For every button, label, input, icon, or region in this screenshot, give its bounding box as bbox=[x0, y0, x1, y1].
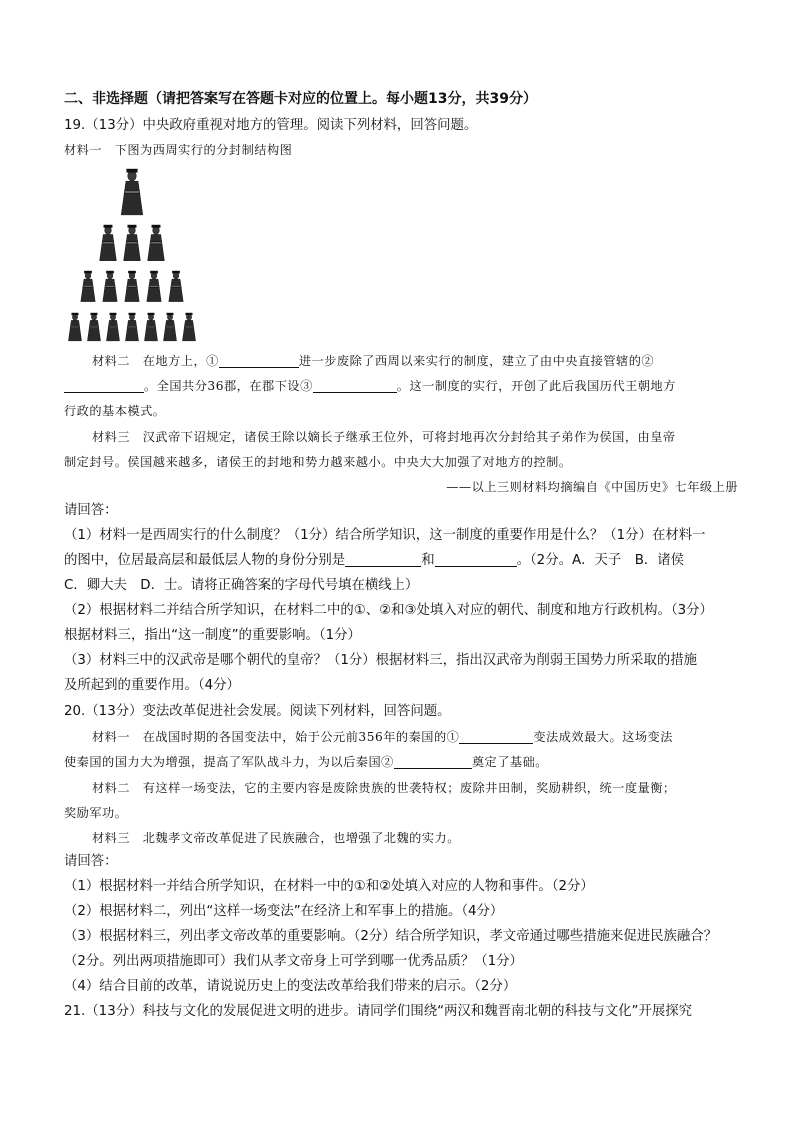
q19-material-3-line1: 材料三 汉武帝下诏规定，诸侯王除以嫡长子继承王位外，可将封地再次分封给其子弟作为侯国，由皇帝 bbox=[92, 430, 676, 444]
q20-material-2-line1: 材料二 有这样一场变法，它的主要内容是废除贵族的世袭特权；废除井田制，奖励耕织，统一度量衡； bbox=[92, 781, 676, 795]
answer-blank-1[interactable] bbox=[219, 353, 299, 368]
answer-blank-q20-2[interactable] bbox=[394, 754, 472, 769]
q19-part1-line3: C．卿大夫 D．士。请将正确答案的字母代号填在横线上） bbox=[64, 578, 419, 593]
m2-text-a: 材料二 在地方上，① bbox=[92, 354, 219, 368]
q19-material-2-line1 bbox=[92, 352, 654, 370]
q20-part3-line2: （2分。列出两项措施即可）我们从孝文帝身上可学到哪一优秀品质？（1分） bbox=[64, 954, 523, 969]
q19-part3-line2: 及所起到的重要作用。（4分） bbox=[64, 678, 240, 693]
q20-material-1-line1 bbox=[92, 728, 673, 746]
answer-blank-top[interactable] bbox=[345, 552, 421, 567]
answer-blank-bottom[interactable] bbox=[435, 552, 517, 567]
answer-blank-2[interactable] bbox=[64, 378, 144, 393]
p1-text-c: 。（2分。A．天子 B．诸侯 bbox=[516, 553, 685, 568]
q20-m1-text-b: 变法成效最大。这场变法 bbox=[533, 730, 673, 744]
section-header: 二、非选择题（请把答案写在答题卡对应的位置上。每小题13分，共39分） bbox=[64, 91, 537, 107]
q19-material-2-line2 bbox=[64, 377, 676, 395]
enfeoffment-pyramid-figure bbox=[64, 163, 216, 345]
m2-text-c: 。全国共分36郡，在郡下设③ bbox=[144, 379, 313, 393]
answer-blank-q20-1[interactable] bbox=[459, 729, 533, 744]
q19-intro: 19.（13分）中央政府重视对地方的管理。阅读下列材料，回答问题。 bbox=[64, 118, 478, 133]
q20-material-1-line2 bbox=[64, 753, 548, 771]
q19-part1-line1: （1）材料一是西周实行的什么制度？（1分）结合所学知识，这一制度的重要作用是什么？（1分）在材料一 bbox=[64, 528, 706, 543]
answer-blank-3[interactable] bbox=[313, 378, 397, 393]
q20-part1: （1）根据材料一并结合所学知识，在材料一中的①和②处填入对应的人物和事件。（2分） bbox=[64, 879, 594, 894]
q20-part4: （4）结合目前的改革，请说说历史上的变法改革给我们带来的启示。（2分） bbox=[64, 979, 517, 994]
q20-m1-text-a: 材料一 在战国时期的各国变法中，始于公元前356年的秦国的① bbox=[92, 730, 460, 744]
q19-material-1: 材料一 下图为西周实行的分封制结构图 bbox=[64, 143, 293, 157]
q19-part2-line2: 根据材料三，指出“这一制度”的重要影响。（1分） bbox=[64, 628, 361, 643]
q19-part3-line1: （3）材料三中的汉武帝是哪个朝代的皇帝？（1分）根据材料三，指出汉武帝为削弱王国势力所采取的措施 bbox=[64, 653, 698, 668]
q19-source: ——以上三则材料均摘编自《中国历史》七年级上册 bbox=[446, 480, 738, 494]
p1-text-b: 和 bbox=[421, 553, 435, 568]
q19-part1-line2 bbox=[64, 552, 684, 570]
p1-text-a: 的图中，位居最高层和最低层人物的身份分别是 bbox=[64, 553, 346, 568]
q19-part2-line1: （2）根据材料二并结合所学知识，在材料二中的①、②和③处填入对应的朝代、制度和地方行政机构。（3分） bbox=[64, 603, 713, 618]
m2-text-d: 。这一制度的实行，开创了此后我国历代王朝地方 bbox=[396, 379, 676, 393]
m2-text-b: 进一步废除了西周以来实行的制度，建立了由中央直接管辖的② bbox=[298, 354, 655, 368]
q20-material-3: 材料三 北魏孝文帝改革促进了民族融合，也增强了北魏的实力。 bbox=[92, 831, 460, 845]
q20-intro: 20.（13分）变法改革促进社会发展。阅读下列材料，回答问题。 bbox=[64, 704, 451, 719]
q19-material-2-line3: 行政的基本模式。 bbox=[64, 404, 166, 418]
q20-material-2-line2: 奖励军功。 bbox=[64, 806, 128, 820]
q20-m1-text-d: 奠定了基础。 bbox=[471, 755, 548, 769]
q20-part3-line1: （3）根据材料三，列出孝文帝改革的重要影响。（2分）结合所学知识，孝文帝通过哪些措施来促进民族融合？ bbox=[64, 929, 718, 944]
q20-part2: （2）根据材料二，列出“这样一场变法”在经济上和军事上的措施。（4分） bbox=[64, 904, 504, 919]
q19-material-3-line2: 制定封号。侯国越来越多，诸侯王的封地和势力越来越小。中央大大加强了对地方的控制。 bbox=[64, 455, 572, 469]
q20-ask: 请回答： bbox=[64, 854, 118, 869]
q20-m1-text-c: 使秦国的国力大为增强，提高了军队战斗力，为以后秦国② bbox=[64, 755, 394, 769]
q21-intro: 21.（13分）科技与文化的发展促进文明的进步。请同学们围绕“两汉和魏晋南北朝的科技与文化”开展探究 bbox=[64, 1004, 693, 1019]
q19-ask: 请回答： bbox=[64, 503, 118, 518]
